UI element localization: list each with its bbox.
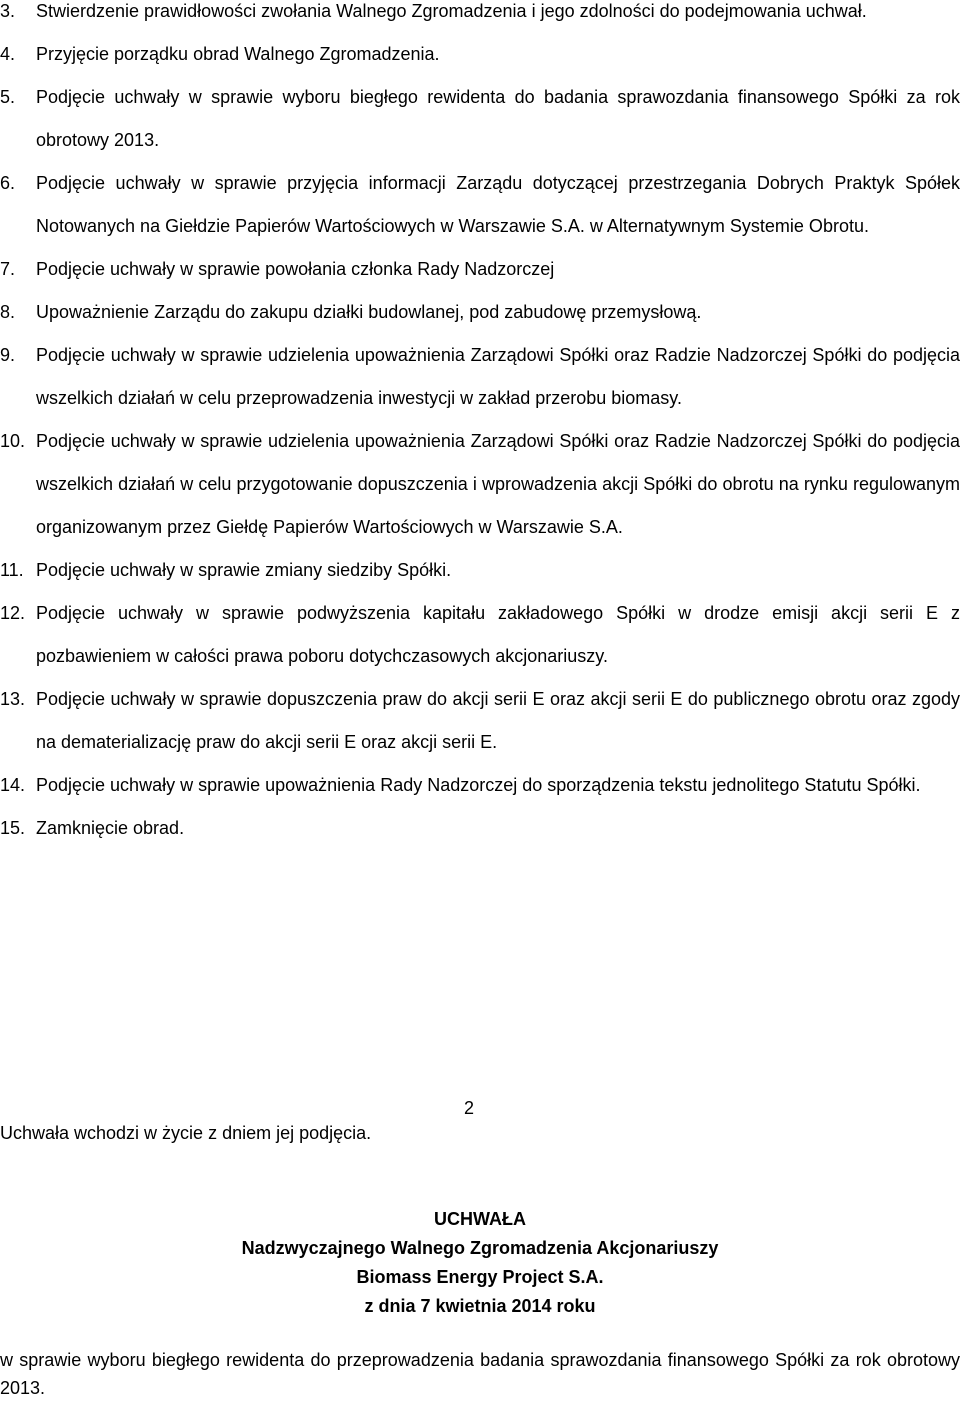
- agenda-item-10: [0, 420, 960, 549]
- agenda-item-number: 12.: [0, 603, 26, 623]
- agenda-item-text: Przyjęcie porządku obrad Walnego Zgromadzenia.: [36, 44, 440, 64]
- agenda-item-number: 5.: [0, 87, 16, 107]
- resolution-body: Nadzwyczajnego Walnego Zgromadzenia Akcjonariuszy: [241, 1238, 719, 1258]
- agenda-item-number: 13.: [0, 689, 26, 709]
- paragraph-mark: 2: [464, 1098, 475, 1118]
- agenda-item-number: 10.: [0, 431, 26, 451]
- agenda-item-text: Podjęcie uchwały w sprawie upoważnienia Rady Nadzorczej do sporządzenia tekstu jednolitego Statutu Spółki.: [36, 775, 921, 795]
- agenda-item-text: Stwierdzenie prawidłowości zwołania Walnego Zgromadzenia i jego zdolności do podejmowania uchwał.: [36, 1, 867, 21]
- agenda-item-text: Upoważnienie Zarządu do zakupu działki budowlanej, pod zabudowę przemysłową.: [36, 302, 702, 322]
- agenda-item-text: Podjęcie uchwały w sprawie udzielenia upoważnienia Zarządowi Spółki oraz Radzie Nadzorczej Spółki do podjęcia wszelkich działań w celu przygotowanie dopuszczenia i wprowadzenia akcji Spółki do obrotu na rynku regulowanym organizowanym przez Giełdę Papierów Wartościowych w Warszawie S.A.: [36, 431, 960, 537]
- agenda-item-text: Zamknięcie obrad.: [36, 818, 185, 838]
- agenda-item-6: [0, 162, 960, 248]
- resolution-subject: w sprawie wyboru biegłego rewidenta do przeprowadzenia badania sprawozdania finansowego Spółki za rok obrotowy 2013.: [0, 1350, 960, 1398]
- agenda-item-text: Podjęcie uchwały w sprawie przyjęcia informacji Zarządu dotyczącej przestrzegania Dobrych Praktyk Spółek Notowanych na Giełdzie Papierów Wartościowych w Warszawie S.A. w Alternatywnym Systemie Obrotu.: [36, 173, 960, 236]
- agenda-item-4: [0, 33, 960, 76]
- agenda-item-11: [0, 549, 960, 592]
- agenda-item-number: 15.: [0, 818, 26, 838]
- agenda-item-number: 14.: [0, 775, 26, 795]
- agenda-item-number: 7.: [0, 259, 16, 279]
- agenda-item-3: [0, 0, 960, 33]
- agenda-item-text: Podjęcie uchwały w sprawie podwyższenia kapitału zakładowego Spółki w drodze emisji akcji serii E z pozbawieniem w całości prawa poboru dotychczasowych akcjonariuszy.: [36, 603, 960, 666]
- agenda-item-5: [0, 76, 960, 162]
- agenda-item-text: Podjęcie uchwały w sprawie udzielenia upoważnienia Zarządowi Spółki oraz Radzie Nadzorczej Spółki do podjęcia wszelkich działań w celu przeprowadzenia inwestycji w zakład przerobu biomasy.: [36, 345, 960, 408]
- resolution-title: UCHWAŁA: [434, 1209, 526, 1229]
- agenda-item-text: Podjęcie uchwały w sprawie zmiany siedziby Spółki.: [36, 560, 452, 580]
- agenda-item-text: Podjęcie uchwały w sprawie dopuszczenia praw do akcji serii E oraz akcji serii E do publicznego obrotu oraz zgody na dematerializację praw do akcji serii E oraz akcji serii E.: [36, 689, 960, 752]
- agenda-item-number: 9.: [0, 345, 16, 365]
- agenda-item-number: 6.: [0, 173, 16, 193]
- resolution-date: z dnia 7 kwietnia 2014 roku: [364, 1296, 596, 1316]
- agenda-item-14: [0, 764, 960, 807]
- agenda-item-text: Podjęcie uchwały w sprawie powołania członka Rady Nadzorczej: [36, 259, 555, 279]
- agenda-item-number: 3.: [0, 1, 16, 21]
- agenda-item-13: [0, 678, 960, 764]
- agenda-item-number: 8.: [0, 302, 16, 322]
- agenda-item-number: 4.: [0, 44, 16, 64]
- agenda-item-text: Podjęcie uchwały w sprawie wyboru biegłego rewidenta do badania sprawozdania finansowego Spółki za rok obrotowy 2013.: [36, 87, 960, 150]
- agenda-item-15: [0, 807, 960, 850]
- agenda-item-number: 11.: [0, 560, 24, 580]
- agenda-item-12: [0, 592, 960, 678]
- resolution-header: [0, 1205, 960, 1321]
- resolution-company: Biomass Energy Project S.A.: [356, 1267, 604, 1287]
- agenda-item-9: [0, 334, 960, 420]
- agenda-item-7: [0, 248, 960, 291]
- effect-clause: Uchwała wchodzi w życie z dniem jej podjęcia.: [0, 1123, 372, 1143]
- agenda-item-8: [0, 291, 960, 334]
